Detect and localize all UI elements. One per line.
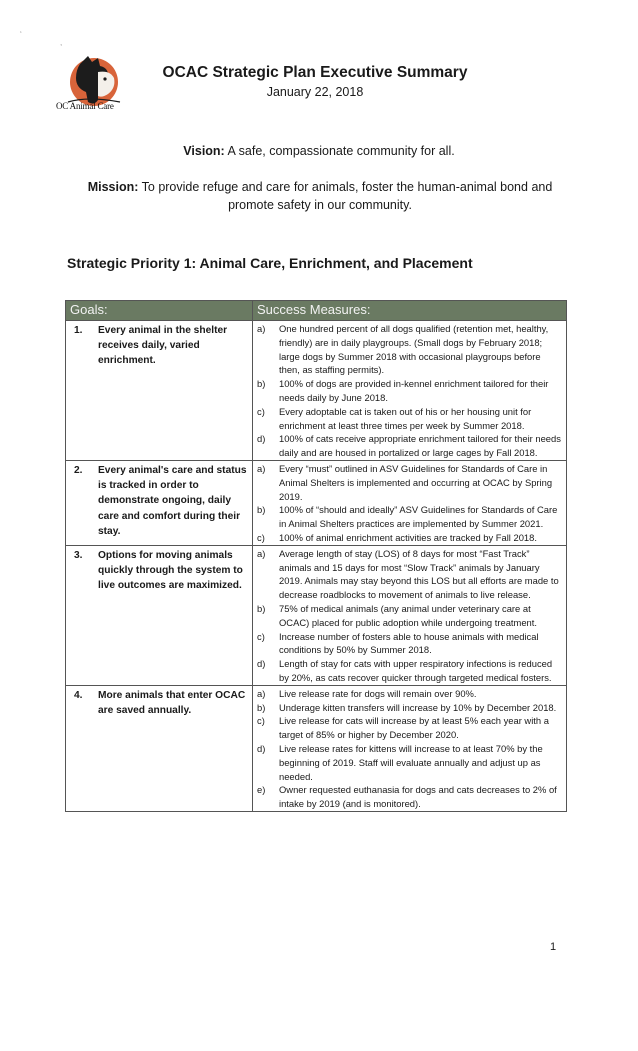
measures-cell [253,460,567,545]
measure-letter: a) [257,547,266,559]
success-measure [257,742,562,783]
measure-letter: a) [257,462,266,474]
goal-cell [66,321,253,461]
goal-cell [66,685,253,811]
measure-text: One hundred percent of all dogs qualified (retention met, healthy, friendly) are in daily playgroups. (Small dogs by February 2018; large dogs by Summer 2018 with occasional playgroups before then, as staffing permits). [279,323,549,376]
measures-cell [253,685,567,811]
measures-cell [253,321,567,461]
table-row [66,460,567,545]
measure-text: Owner requested euthanasia for dogs and cats decreases to 2% of intake by 2019 (and is monitored). [279,784,557,810]
measure-letter: e) [257,784,266,796]
success-measure [257,714,562,742]
success-measure [257,462,562,503]
logo-caption: OC Animal Care [56,101,114,111]
measure-letter: b) [257,701,266,713]
success-measure [257,783,562,811]
success-measure [257,547,562,602]
goal-item [70,688,248,718]
goal-item [70,463,248,539]
measure-letter: b) [257,504,266,516]
document-title: OCAC Strategic Plan Executive Summary [162,64,468,81]
goal-number: 1. [74,325,83,336]
goal-item [70,323,248,369]
measure-text: 100% of “should and ideally” ASV Guidelines for Standards of Care in Animal Shelters practices are implemented by Summer 2021. [279,504,558,530]
mission-statement [70,178,570,214]
goal-text: Every animal in the shelter receives daily, varied enrichment. [98,325,228,367]
strategic-priority-heading: Strategic Priority 1: Animal Care, Enrichment, and Placement [67,255,473,271]
measure-text: Increase number of fosters able to house animals with medical conditions by 50% by Summer 2018. [279,630,539,656]
page-number: 1 [550,941,557,953]
measure-text: Length of stay for cats with upper respiratory infections is reduced by 20%, as cats recover quicker through targeted medical fosters. [279,658,553,683]
goal-cell [66,545,253,685]
measure-text: 100% of dogs are provided in-kennel enrichment tailored for their needs daily by June 2018. [279,378,549,403]
table-row [66,545,567,685]
table-header-row [66,301,567,321]
measure-text: Every adoptable cat is taken out of his or her housing unit for enrichment at least three times per week by Summer 2018. [279,405,532,431]
success-measure [257,531,562,545]
success-measure [257,432,562,460]
success-measure [257,630,562,658]
success-measure [257,701,562,715]
vision-text: A safe, compassionate community for all. [224,144,455,158]
measure-letter: c) [257,405,265,417]
measure-letter: c) [257,531,265,543]
measure-letter: c) [257,715,265,727]
success-measure [257,322,562,377]
scan-speck: , [60,38,63,47]
measure-letter: b) [257,602,266,614]
table-row [66,321,567,461]
measure-letter: d) [257,433,266,445]
measure-text: Underage kitten transfers will increase by 10% by December 2018. [279,701,557,713]
measure-text: Every “must” outlined in ASV Guidelines for Standards of Care in Animal Shelters is implemented and occurring at OCAC by Spring 2019. [279,462,553,502]
measure-letter: a) [257,687,266,699]
measure-text: 100% of animal enrichment activities are tracked by Fall 2018. [279,531,537,543]
success-measure [257,377,562,405]
measure-letter: b) [257,378,266,390]
vision-label: Vision: [183,144,225,158]
goal-item [70,548,248,594]
scan-speck: ‘ [20,30,22,39]
success-measure [257,405,562,433]
success-measure [257,687,562,701]
success-measure [257,657,562,685]
measure-letter: d) [257,742,266,754]
measures-cell [253,545,567,685]
measure-text: Live release rate for dogs will remain over 90%. [279,687,477,699]
measure-letter: d) [257,658,266,670]
table-row [66,685,567,811]
vision-statement [0,144,638,158]
goal-number: 2. [74,464,83,476]
success-measure [257,602,562,630]
measure-text: 100% of cats receive appropriate enrichment tailored for their needs daily and are housed in portalized or large cages by Fall 2018. [279,433,561,459]
goal-number: 3. [74,549,83,561]
goal-text: Every animal's care and status is tracked in order to demonstrate ongoing, daily care and comfort during their stay. [98,464,247,537]
goal-number: 4. [74,689,83,701]
measure-text: Average length of stay (LOS) of 8 days for most “Fast Track” animals and 15 days for most “Slow Track” animals by January 2019. Animals may stay beyond this LOS but all efforts are made to decrease roadblocks to movement of animals to live release. [279,547,559,601]
goal-text: More animals that enter OCAC are saved annually. [98,689,246,716]
mission-label: Mission: [87,180,139,194]
measure-letter: c) [257,630,265,642]
mission-text: To provide refuge and care for animals, foster the human-animal bond and promote safety in our community. [138,180,553,212]
goals-table [65,300,567,812]
success-measure [257,503,562,531]
measure-text: Live release rates for kittens will increase to at least 70% by the beginning of 2019. Staff will evaluate annually and adjust up as needed. [279,742,543,782]
measures-column-header: Success Measures: [253,301,567,321]
goal-text: Options for moving animals quickly through the system to live outcomes are maximized. [98,549,243,592]
measure-letter: a) [257,323,266,334]
document-date: January 22, 2018 [266,85,364,99]
measure-text: Live release for cats will increase by at least 5% each year with a target of 85% or higher by December 2020. [279,715,549,741]
goal-cell [66,460,253,545]
goals-table-body [66,321,567,812]
measure-text: 75% of medical animals (any animal under veterinary care at OCAC) placed for public adoption while undergoing treatment. [279,602,537,628]
goals-column-header: Goals: [66,301,253,321]
